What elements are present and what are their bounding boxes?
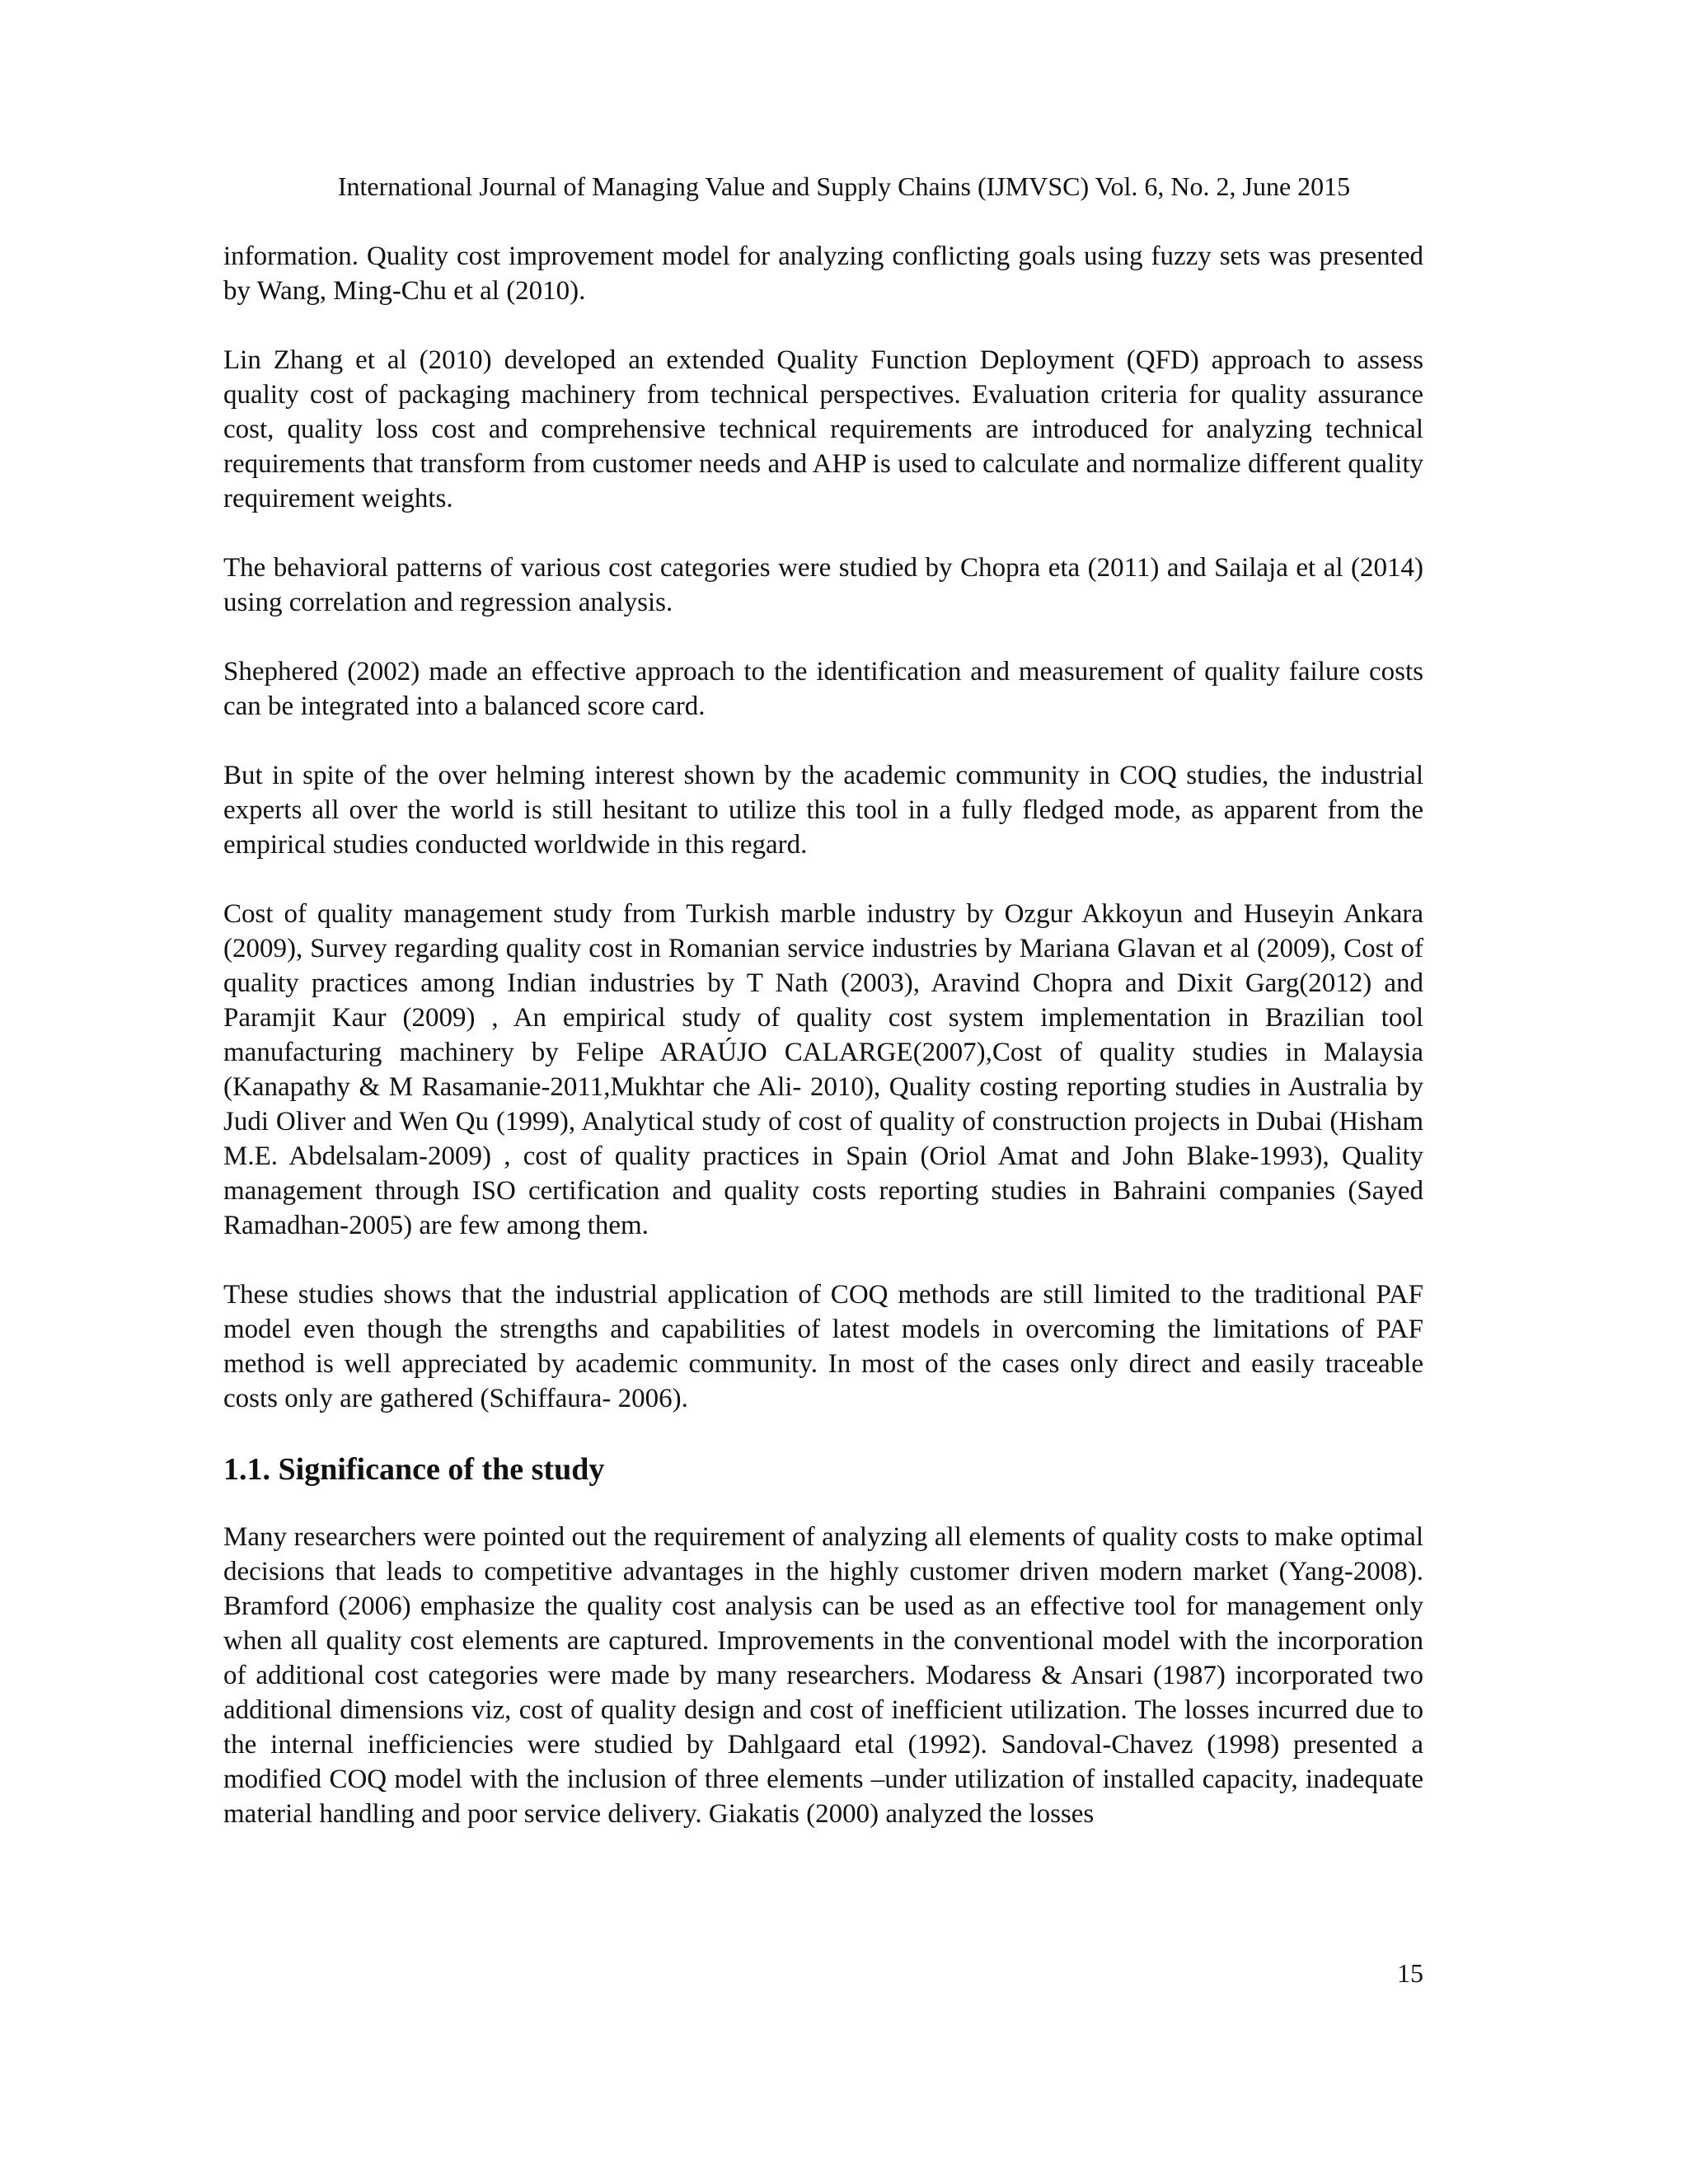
paragraph-significance: Many researchers were pointed out the requirement of analyzing all elements of quality costs to make optimal decisions that leads to competitive advantages in the highly customer driven modern market (Yang-2008). Bramford (2006) emphasize the quality cost analysis can be used as an effective tool for management only when all quality cost elements are captured. Improvements in the conventional model with the incorporation of additional cost categories were made by many researchers. Modaress & Ansari (1987) incorporated two additional dimensions viz, cost of quality design and cost of inefficient utilization. The losses incurred due to the internal inefficiencies were studied by Dahlgaard etal (1992). Sandoval-Chavez (1998) presented a modified COQ model with the inclusion of three elements –under utilization of installed capacity, inadequate material handling and poor service delivery. Giakatis (2000) analyzed the losses bbox=[223, 1522, 1423, 1829]
page-body bbox=[223, 239, 1423, 1866]
section-heading: 1.1. Significance of the study bbox=[223, 1452, 605, 1487]
paragraph-balanced-scorecard: Shephered (2002) made an effective approach to the identification and measurement of quality failure costs can be integrated into a balanced score card. bbox=[223, 657, 1423, 721]
paragraph-fuzzy-sets: information. Quality cost improvement model for analyzing conflicting goals using fuzzy sets was presented by Wang, Ming-Chu et al (2010). bbox=[223, 241, 1423, 306]
paragraph-behavioral-patterns: The behavioral patterns of various cost categories were studied by Chopra eta (2011) and Sailaja et al (2014) using correlation and regression analysis. bbox=[223, 553, 1423, 617]
page-number: 15 bbox=[1397, 1958, 1423, 1988]
paragraph-qfd-approach: Lin Zhang et al (2010) developed an extended Quality Function Deployment (QFD) approach to assess quality cost of packaging machinery from technical perspectives. Evaluation criteria for quality assurance cost, quality loss cost and comprehensive technical requirements are introduced for analyzing technical requirements that transform from customer needs and AHP is used to calculate and normalize different quality requirement weights. bbox=[223, 345, 1423, 513]
journal-header: International Journal of Managing Value and Supply Chains (IJMVSC) Vol. 6, No. 2, June 2015 bbox=[337, 171, 1351, 201]
paragraph-empirical-studies: Cost of quality management study from Turkish marble industry by Ozgur Akkoyun and Huseyin Ankara (2009), Survey regarding quality cost in Romanian service industries by Mariana Glavan et al (2009), Cost of quality practices among Indian industries by T Nath (2003), Aravind Chopra and Dixit Garg(2012) and Paramjit Kaur (2009) , An empirical study of quality cost system implementation in Brazilian tool manufacturing machinery by Felipe ARAÚJO CALARGE(2007),Cost of quality studies in Malaysia (Kanapathy & M Rasamanie-2011,Mukhtar che Ali- 2010), Quality costing reporting studies in Australia by Judi Oliver and Wen Qu (1999), Analytical study of cost of quality of construction projects in Dubai (Hisham M.E. Abdelsalam-2009) , cost of quality practices in Spain (Oriol Amat and John Blake-1993), Quality management through ISO certification and quality costs reporting studies in Bahraini companies (Sayed Ramadhan-2005) are few among them. bbox=[223, 899, 1423, 1240]
paragraph-paf-model: These studies shows that the industrial application of COQ methods are still limited to the traditional PAF model even though the strengths and capabilities of latest models in overcoming the limitations of PAF method is well appreciated by academic community. In most of the cases only direct and easily traceable costs only are gathered (Schiffaura- 2006). bbox=[223, 1280, 1423, 1413]
paragraph-industrial-hesitance: But in spite of the over helming interest shown by the academic community in COQ studies, the industrial experts all over the world is still hesitant to utilize this tool in a fully fledged mode, as apparent from the empirical studies conducted worldwide in this regard. bbox=[223, 761, 1423, 860]
